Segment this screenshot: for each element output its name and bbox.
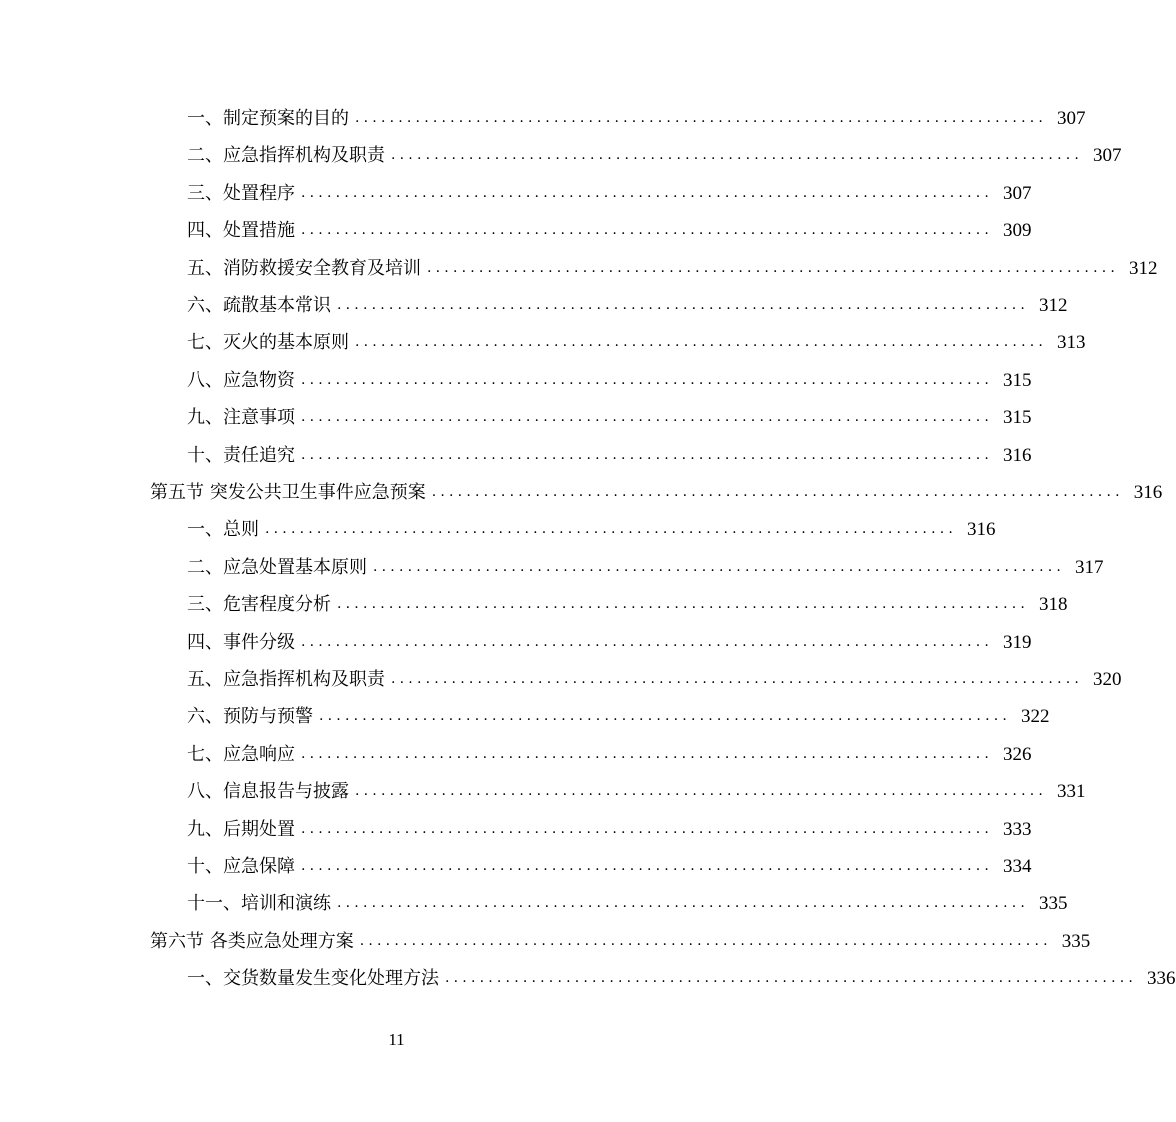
toc-dot-leader: ................................................................................ <box>431 484 1124 500</box>
toc-entry-title: 十、应急保障 <box>187 856 295 877</box>
toc-entry-page: 309 <box>1003 220 1032 242</box>
toc-entry-page: 307 <box>1057 108 1086 129</box>
toc-entry-page: 335 <box>1061 930 1091 952</box>
toc-entry-page: 317 <box>1075 556 1104 578</box>
toc-entry[interactable] <box>0 324 1086 361</box>
toc-entry-page: 336 <box>1147 968 1176 990</box>
toc-dot-leader: ................................................................................ <box>301 745 994 762</box>
toc-entry-page: 335 <box>1039 893 1068 915</box>
toc-dot-leader: ................................................................................ <box>301 184 994 201</box>
toc-entry-page: 331 <box>1057 781 1086 803</box>
toc-dot-leader: ................................................................................ <box>337 596 1030 613</box>
toc-entry-page: 316 <box>1003 444 1032 466</box>
toc-entry-title: 十一、培训和演练 <box>187 893 331 915</box>
toc-dot-leader: ................................................................................ <box>301 446 994 463</box>
toc-dot-leader: ................................................................................ <box>265 521 958 538</box>
toc-dot-leader: ................................................................................ <box>355 110 1048 126</box>
toc-entry[interactable] <box>0 250 1158 287</box>
toc-entry-title: 六、预防与预警 <box>187 706 313 728</box>
toc-dot-leader: ................................................................................ <box>337 297 1030 313</box>
toc-entry-page: 334 <box>1003 856 1032 877</box>
toc-entry[interactable] <box>0 549 1104 586</box>
toc-entry[interactable] <box>0 437 1032 474</box>
toc-dot-leader: ................................................................................ <box>355 334 1048 351</box>
toc-entry-title: 九、后期处置 <box>187 818 295 840</box>
toc-dot-leader: ................................................................................ <box>301 633 994 650</box>
toc-entry[interactable] <box>0 960 1176 997</box>
toc-entry-title: 第五节 突发公共卫生事件应急预案 <box>150 482 426 503</box>
toc-entry-page: 326 <box>1003 743 1032 765</box>
toc-dot-leader: ................................................................................ <box>359 932 1052 949</box>
toc-entry-title: 三、危害程度分析 <box>187 594 331 616</box>
page-number: 11 <box>388 1030 405 1049</box>
toc-entry[interactable] <box>0 399 1032 436</box>
toc-entry-title: 一、交货数量发生变化处理方法 <box>187 968 439 990</box>
toc-dot-leader: ................................................................................ <box>355 783 1048 800</box>
toc-entry[interactable] <box>0 137 1122 174</box>
toc-entry[interactable] <box>0 212 1032 249</box>
toc-entry-title: 二、应急处置基本原则 <box>187 556 367 578</box>
toc-dot-leader: ................................................................................ <box>301 371 994 388</box>
toc-entry-page: 312 <box>1039 295 1068 316</box>
toc-entry-title: 六、疏散基本常识 <box>187 295 331 316</box>
toc-entry-title: 八、应急物资 <box>187 369 295 391</box>
toc-dot-leader: ................................................................................ <box>301 409 994 426</box>
toc-entry[interactable] <box>0 885 1068 922</box>
toc-dot-leader: ................................................................................ <box>391 671 1084 687</box>
toc-entry-page: 315 <box>1003 407 1032 429</box>
toc-entry-title: 第六节 各类应急处理方案 <box>150 930 354 952</box>
toc-entry-title: 八、信息报告与披露 <box>187 781 349 803</box>
toc-entry-title: 七、灭火的基本原则 <box>187 332 349 354</box>
toc-entry-page: 307 <box>1003 182 1032 204</box>
toc-entry[interactable] <box>0 923 1091 960</box>
toc-entry-page: 318 <box>1039 594 1068 616</box>
toc-entry[interactable] <box>0 848 1032 885</box>
toc-entry-page: 312 <box>1129 257 1158 279</box>
toc-entry[interactable] <box>0 586 1068 623</box>
toc-entry[interactable] <box>0 624 1032 661</box>
toc-dot-leader: ................................................................................ <box>301 858 994 874</box>
toc-entry-page: 307 <box>1093 145 1122 167</box>
toc-dot-leader: ................................................................................ <box>319 708 1012 725</box>
toc-dot-leader: ................................................................................ <box>301 222 994 239</box>
toc-entry-title: 十、责任追究 <box>187 444 295 466</box>
toc-entry-title: 七、应急响应 <box>187 743 295 765</box>
toc-dot-leader: ................................................................................ <box>373 558 1066 575</box>
toc-entry-page: 319 <box>1003 631 1032 653</box>
toc-dot-leader: ................................................................................ <box>337 895 1030 912</box>
toc-entry-page: 333 <box>1003 818 1032 840</box>
toc-entry-title: 五、消防救援安全教育及培训 <box>187 257 421 279</box>
toc-dot-leader: ................................................................................ <box>391 147 1084 164</box>
toc-entry-page: 315 <box>1003 369 1032 391</box>
toc-entry[interactable] <box>0 287 1068 324</box>
toc-entry-title: 五、应急指挥机构及职责 <box>187 669 385 690</box>
toc-entry-title: 四、处置措施 <box>187 220 295 242</box>
toc-entry[interactable] <box>0 773 1086 810</box>
toc-entry[interactable] <box>0 811 1032 848</box>
toc-entry-page: 316 <box>1133 482 1163 503</box>
toc-entry[interactable] <box>0 175 1032 212</box>
toc-entry[interactable] <box>0 474 1163 511</box>
toc-entry[interactable] <box>0 362 1032 399</box>
toc-entry-title: 二、应急指挥机构及职责 <box>187 145 385 167</box>
toc-entry-page: 313 <box>1057 332 1086 354</box>
toc-entry[interactable] <box>0 736 1032 773</box>
toc-entry-page: 322 <box>1021 706 1050 728</box>
toc-entry-page: 320 <box>1093 669 1122 690</box>
toc-entry-title: 九、注意事项 <box>187 407 295 429</box>
toc-entry-page: 316 <box>967 519 996 541</box>
toc-dot-leader: ................................................................................ <box>301 820 994 837</box>
toc-entry[interactable] <box>0 661 1122 698</box>
toc-entry-title: 一、制定预案的目的 <box>187 108 349 129</box>
toc-dot-leader: ................................................................................ <box>445 970 1138 987</box>
toc-entry-title: 一、总则 <box>187 519 259 541</box>
toc-entry[interactable] <box>0 511 996 548</box>
toc-entry[interactable] <box>0 698 1050 735</box>
toc-dot-leader: ................................................................................ <box>427 259 1120 276</box>
toc-entry[interactable] <box>0 100 1086 137</box>
toc-entry-title: 四、事件分级 <box>187 631 295 653</box>
toc-entry-title: 三、处置程序 <box>187 182 295 204</box>
